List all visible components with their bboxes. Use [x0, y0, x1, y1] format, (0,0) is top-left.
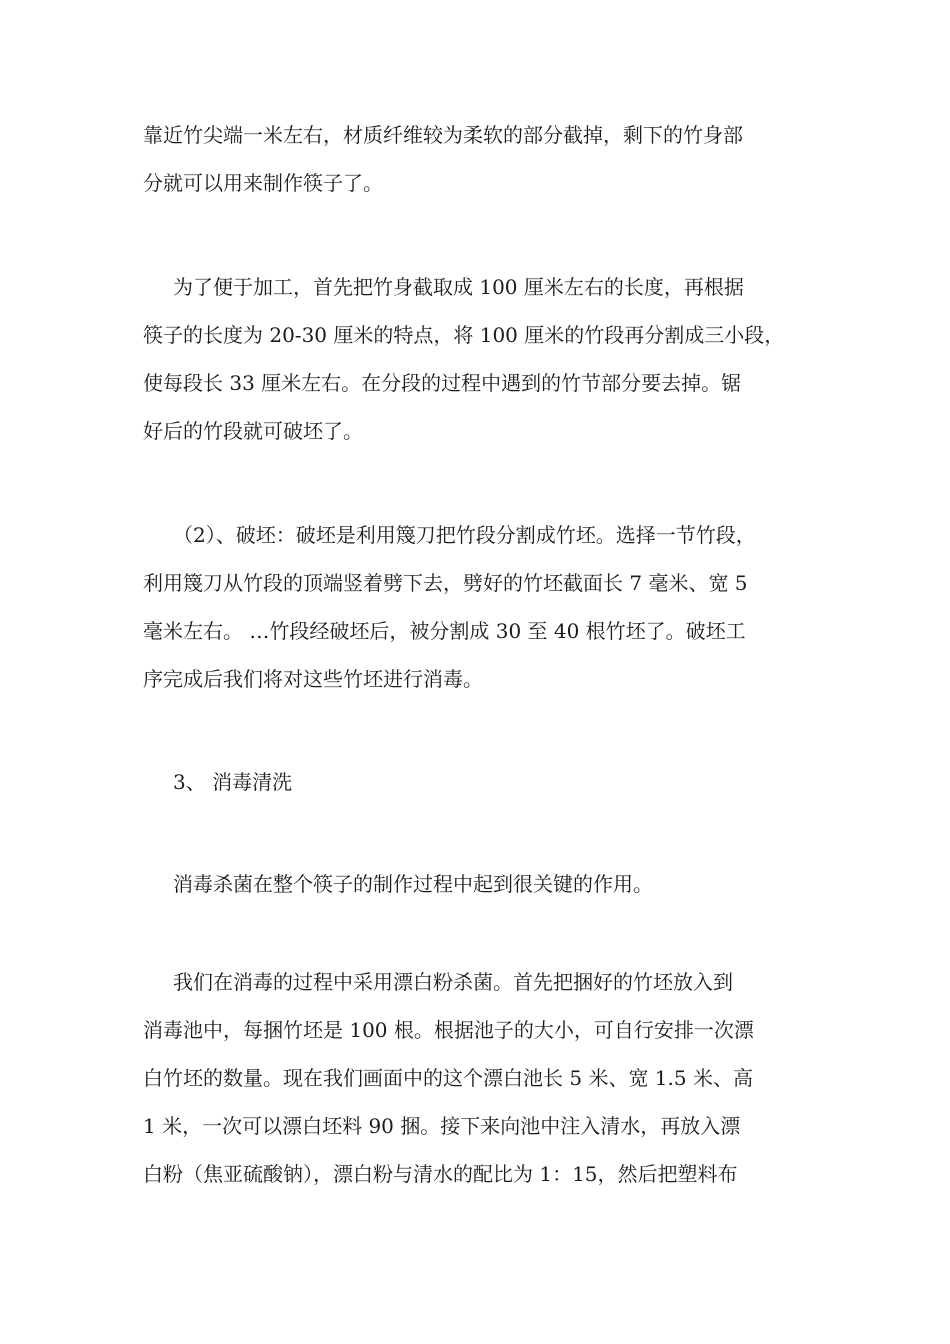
text-line: 使每段长 33 厘米左右。在分段的过程中遇到的竹节部分要去掉。锯 [143, 371, 742, 395]
text-line: 消毒池中，每捆竹坯是 100 根。根据池子的大小，可自行安排一次漂 [143, 1018, 754, 1042]
text-line: 毫米左右。 …竹段经破坯后，被分割成 30 至 40 根竹坯了。破坯工 [143, 619, 746, 643]
text-line: （2）、破坯：破坯是利用篾刀把竹段分割成竹坯。选择一节竹段， [173, 523, 756, 547]
text-line: 为了便于加工，首先把竹身截取成 100 厘米左右的长度，再根据 [173, 275, 744, 299]
heading-line: 3、 消毒清洗 [173, 770, 293, 794]
paragraph-6 [143, 958, 807, 1198]
paragraph-3 [143, 511, 807, 703]
text-line: 分就可以用来制作筷子了。 [143, 171, 383, 195]
paragraph-2 [143, 263, 807, 455]
paragraph-1 [143, 111, 807, 207]
text-line: 序完成后我们将对这些竹坯进行消毒。 [143, 667, 483, 691]
text-line: 好后的竹段就可破坯了。 [143, 419, 363, 443]
text-line: 1 米，一次可以漂白坯料 90 捆。接下来向池中注入清水，再放入漂 [143, 1114, 741, 1138]
text-line: 消毒杀菌在整个筷子的制作过程中起到很关键的作用。 [173, 872, 653, 896]
text-line: 白竹坯的数量。现在我们画面中的这个漂白池长 5 米、宽 1.5 米、高 [143, 1066, 753, 1090]
text-line: 利用篾刀从竹段的顶端竖着劈下去，劈好的竹坯截面长 7 毫米、宽 5 [143, 571, 748, 595]
text-line: 筷子的长度为 20-30 厘米的特点，将 100 厘米的竹段再分割成三小段， [143, 323, 785, 347]
text-line: 我们在消毒的过程中采用漂白粉杀菌。首先把捆好的竹坯放入到 [173, 970, 733, 994]
text-line: 靠近竹尖端一米左右，材质纤维较为柔软的部分截掉，剩下的竹身部 [143, 123, 743, 147]
text-line: 白粉（焦亚硫酸钠），漂白粉与清水的配比为 1：15，然后把塑料布 [143, 1162, 738, 1186]
paragraph-5 [143, 860, 807, 908]
section-heading [143, 758, 807, 806]
